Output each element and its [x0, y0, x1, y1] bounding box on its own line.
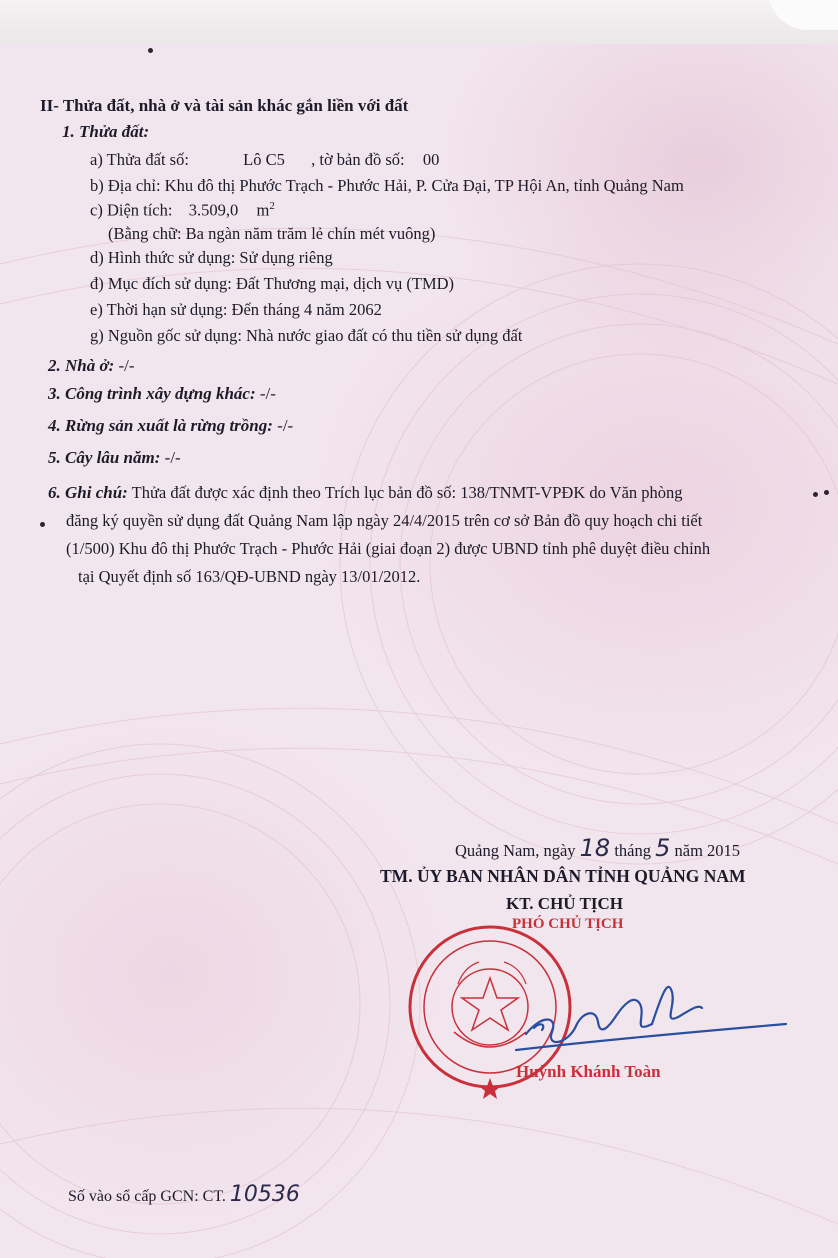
land-parcel-title: 1. Thửa đất:	[62, 122, 150, 141]
notes-title: 6. Ghi chú:	[48, 483, 128, 502]
top-bar	[0, 0, 838, 45]
use-purpose-row: đ) Mục đích sử dụng: Đất Thương mại, dịch vụ (TMD)	[90, 274, 455, 293]
section-heading: II- Thửa đất, nhà ở và tài sản khác gắn liền với đất	[40, 96, 409, 115]
address-row: b) Địa chỉ: Khu đô thị Phước Trạch - Phước Hải, P. Cửa Đại, TP Hội An, tỉnh Quảng Nam	[90, 176, 684, 195]
other-works-value: -/-	[259, 384, 276, 403]
speck	[40, 522, 45, 527]
perennial-value: -/-	[164, 448, 181, 467]
area-unit: m	[256, 200, 270, 220]
notes-line-4: tại Quyết định số 163/QĐ-UBND ngày 13/01/2012.	[78, 567, 421, 586]
area-in-words: (Bằng chữ: Ba ngàn năm trăm lẻ chín mét vuông)	[108, 224, 436, 243]
speck	[148, 48, 153, 53]
other-works-row	[48, 384, 276, 404]
land-origin-row: g) Nguồn gốc sử dụng: Nhà nước giao đất có thu tiền sử dụng đất	[90, 326, 523, 345]
registry-label: Số vào sổ cấp GCN: CT.	[68, 1188, 226, 1205]
parcel-number-label: a) Thửa đất số:	[90, 150, 189, 169]
handwritten-signature	[512, 964, 792, 1074]
parcel-number-row	[90, 150, 439, 170]
notes-line-3: (1/500) Khu đô thị Phước Trạch - Phước Hải (giai đoạn 2) được UBND tỉnh phê duyệt điều chỉnh	[66, 539, 711, 558]
house-row	[48, 356, 135, 376]
forest-title: 4. Rừng sản xuất là rừng trồng:	[48, 416, 273, 435]
forest-value: -/-	[277, 416, 294, 435]
use-form-row: d) Hình thức sử dụng: Sử dụng riêng	[90, 248, 333, 267]
notes-line-2: đăng ký quyền sử dụng đất Quảng Nam lập ngày 24/4/2015 trên cơ sở Bản đồ quy hoạch chi tiết	[66, 511, 703, 530]
top-bar-corner	[768, 0, 838, 30]
registry-number-row	[68, 1182, 300, 1207]
use-term-row: e) Thời hạn sử dụng: Đến tháng 4 năm 2062	[90, 300, 382, 319]
handwritten-day: 18	[579, 834, 611, 862]
area-value: 3.509,0	[188, 200, 239, 220]
place-date-row	[455, 834, 740, 862]
forest-row	[48, 416, 293, 436]
speck	[813, 492, 818, 497]
year-label: năm 2015	[674, 841, 741, 860]
signer-name: Huỳnh Khánh Toàn	[516, 1062, 661, 1081]
certificate-page	[0, 44, 838, 1258]
area-row	[90, 200, 275, 221]
perennial-title: 5. Cây lâu năm:	[48, 448, 161, 467]
handwritten-registry-number: 10536	[229, 1182, 300, 1207]
house-value: -/-	[118, 356, 135, 375]
area-label: c) Diện tích:	[90, 200, 173, 220]
other-works-title: 3. Công trình xây dựng khác:	[48, 384, 256, 403]
parcel-number-value: Lô C5	[243, 150, 285, 169]
place-date-prefix: Quảng Nam, ngày	[455, 841, 576, 860]
speck	[824, 490, 829, 495]
notes-text-1: Thửa đất được xác định theo Trích lục bản đồ số: 138/TNMT-VPĐK do Văn phòng	[131, 483, 683, 502]
handwritten-month: 5	[655, 834, 671, 862]
issuing-organization: TM. ỦY BAN NHÂN DÂN TỈNH QUẢNG NAM	[380, 866, 746, 886]
house-title: 2. Nhà ở:	[48, 356, 115, 375]
map-sheet-label: , tờ bản đồ số:	[311, 150, 405, 169]
month-label: tháng	[614, 841, 651, 860]
notes-line-1	[48, 480, 683, 506]
area-unit-superscript: 2	[269, 200, 275, 212]
stamp-title: PHÓ CHỦ TỊCH	[512, 916, 624, 932]
signer-position: KT. CHỦ TỊCH	[506, 894, 623, 913]
map-sheet-value: 00	[422, 150, 440, 169]
perennial-row	[48, 448, 181, 468]
